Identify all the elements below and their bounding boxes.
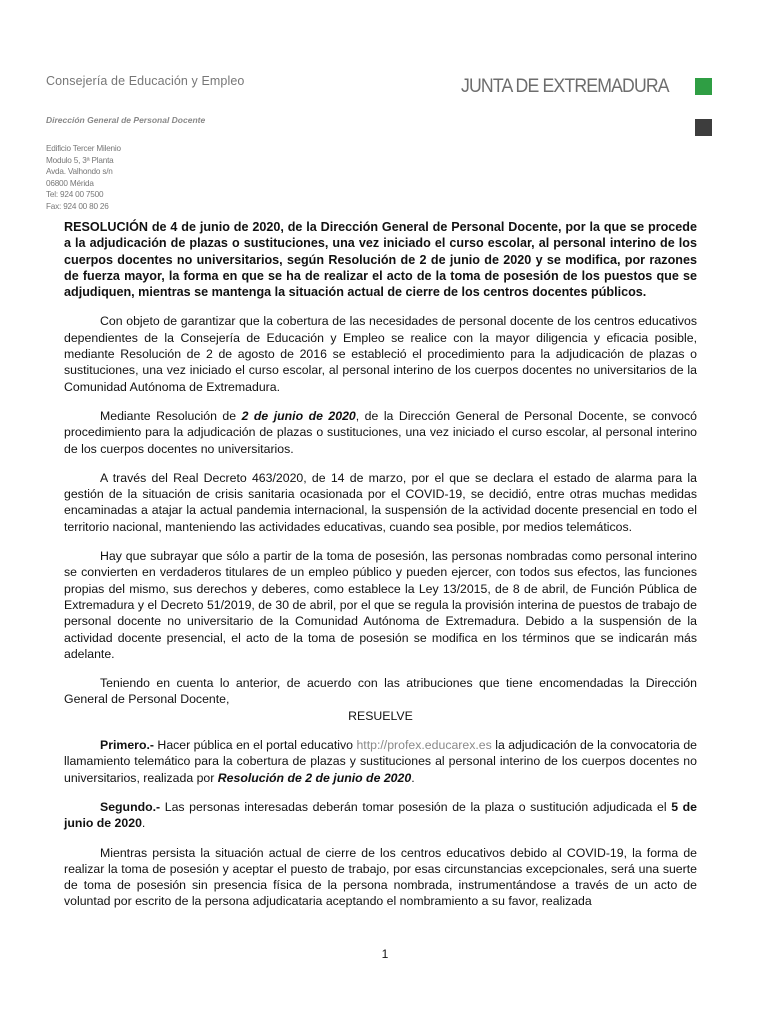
address-line: Modulo 5, 3ª Planta [46, 155, 114, 165]
document-title: RESOLUCIÓN de 4 de junio de 2020, de la Dirección General de Personal Docente, por la que se procede a la adjudicación de plazas o sustituciones, una vez iniciado el curso escolar, al personal interino de los cuerpos docentes no universitarios, según Resolución de 2 de junio de 2020 y se modifica, por razones de fuerza mayor, la forma en que se ha de realizar el acto de la toma de posesión de los puestos que se adjudiquen, mientras se mantenga la situación actual de cierre de los centros docentes públicos. [64, 220, 697, 300]
paragraph-primero [64, 737, 697, 786]
text-run-bold: 5 de junio de 2020 [64, 799, 697, 831]
direccion-label: Dirección General de Personal Docente [46, 115, 206, 125]
address-block [46, 143, 121, 213]
junta-logo-text: JUNTA DE EXTREMADURA [461, 76, 669, 97]
paragraph-3: A través del Real Decreto 463/2020, de 14 de marzo, por el que se declara el estado de alarma para la gestión de la situación de crisis sanitaria ocasionada por el COVID-19, se decidió, entre otras muchas medidas encaminadas a atajar la actual pandemia internacional, la suspensión de la actividad docente presencial en todo el territorio nacional, manteniendo las actividades educativas, cuando sea posible, por medios telemáticos. [64, 470, 697, 534]
text-run: . [141, 816, 146, 831]
logo-dark-square [695, 119, 712, 136]
consejeria-label: Consejería de Educación y Empleo [46, 74, 245, 88]
paragraph-segundo [64, 799, 697, 832]
text-run: Hacer pública en el portal educativo [154, 738, 357, 753]
address-line: Avda. Valhondo s/n [46, 167, 113, 177]
paragraph-2 [64, 408, 697, 457]
text-run-bold-italic: 2 de junio de 2020 [241, 408, 356, 423]
text-run: Las personas interesadas deberán tomar posesión de la plaza o sustitución adjudicada el [160, 799, 672, 814]
resuelve-heading: RESUELVE [348, 708, 413, 723]
text-run: la adjudicación de la convocatoria de llamamiento telemático para la cobertura de plazas y sustituciones al personal interino de los cuerpos docentes no universitarios, realizada por [64, 738, 697, 785]
text-run-bold-italic: Resolución de 2 de junio de 2020 [217, 770, 412, 785]
portal-link[interactable]: http://profex.educarex.es [356, 738, 492, 753]
paragraph-last: Mientras persista la situación actual de cierre de los centros educativos debido al COVID-19, la forma de realizar la toma de posesión y aceptar el puesto de trabajo, por esas circunstancias excepcionales, será una suerte de toma de posesión sin presencia física de la persona nombrada, instrumentándose a través de un acto de voluntad por escrito de la persona adjudicataria aceptando el nombramiento a su favor, realizada [64, 845, 697, 909]
header-left [46, 74, 244, 88]
paragraph-1: Con objeto de garantizar que la cobertura de las necesidades de personal docente de los centros educativos dependientes de la Consejería de Educación y Empleo se realice con la mayor diligencia y eficacia posible, mediante Resolución de 2 de agosto de 2016 se estableció el procedimiento para la adjudicación de plazas o sustituciones, una vez iniciado el curso escolar, al personal interino de los cuerpos docentes no universitarios de la Comunidad Autónoma de Extremadura. [64, 314, 697, 394]
address-line: Fax: 924 00 80 26 [46, 201, 109, 211]
document-body [64, 219, 697, 923]
text-run: . [411, 770, 415, 785]
address-line: Tel: 924 00 7500 [46, 190, 104, 200]
paragraph-4: Hay que subrayar que sólo a partir de la toma de posesión, las personas nombradas como personal interino se convierten en verdaderos titulares de un empleo público y pueden ejercer, con todos sus efectos, las funciones propias del mismo, sus derechos y deberes, como establece la Ley 13/2015, de 8 de abril, de Función Pública de Extremadura y el Decreto 51/2019, de 30 de abril, por el que se regula la provisión interina de puestos de trabajo de personal docente no universitario de la Comunidad Autónoma de Extremadura. Debido a la suspensión de la actividad docente presencial, el acto de la toma de posesión se modifica en los términos que se indicarán más adelante. [64, 549, 697, 661]
segundo-label: Segundo.- [100, 799, 161, 814]
paragraph-5: Teniendo en cuenta lo anterior, de acuerdo con las atribuciones que tiene encomendadas la Dirección General de Personal Docente, [64, 676, 697, 707]
text-run: Mediante Resolución de [100, 408, 242, 423]
text-run: , de la Dirección General de Personal Docente, se convocó procedimiento para la adjudicación de plazas o sustituciones, una vez iniciado el curso escolar, al personal interino de los cuerpos docentes no universitarios. [64, 408, 697, 456]
address-line: 06800 Mérida [46, 178, 94, 188]
address-line: Edificio Tercer Milenio [46, 144, 121, 153]
primero-label: Primero.- [100, 738, 154, 753]
page-number: 1 [381, 947, 389, 961]
logo-green-square [695, 78, 712, 95]
